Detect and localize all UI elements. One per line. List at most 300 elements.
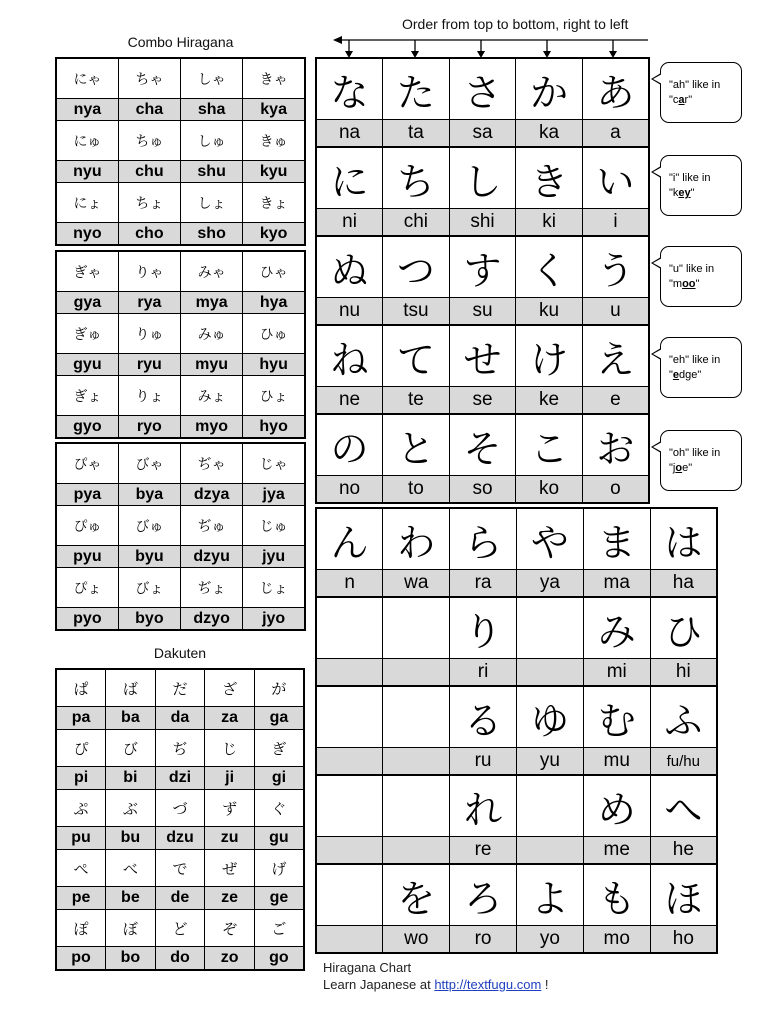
romaji-cell: za bbox=[205, 707, 255, 730]
romaji-cell: ha bbox=[650, 570, 717, 598]
romaji-row bbox=[316, 209, 649, 237]
romaji-row bbox=[316, 748, 717, 776]
vowel-note-line: "eh" like in bbox=[669, 354, 721, 366]
kana-row bbox=[316, 508, 717, 570]
down-arrow bbox=[543, 40, 551, 58]
vowel-note-e bbox=[660, 337, 742, 398]
kana-cell: び bbox=[106, 730, 156, 767]
romaji-cell: mi bbox=[583, 659, 650, 687]
vowel-note-o bbox=[660, 430, 742, 491]
kana-row bbox=[316, 597, 717, 659]
kana-row bbox=[56, 910, 304, 947]
kana-cell bbox=[383, 597, 450, 659]
vowel-note-line: "u" like in bbox=[669, 263, 715, 275]
kana-cell: ぞ bbox=[205, 910, 255, 947]
romaji-cell: ra bbox=[450, 570, 517, 598]
kana-cell: は bbox=[650, 508, 717, 570]
kana-cell: む bbox=[583, 686, 650, 748]
example-highlight: ey bbox=[678, 187, 691, 199]
kana-cell: く bbox=[516, 236, 583, 298]
romaji-cell: kya bbox=[243, 99, 305, 121]
example-highlight: e bbox=[672, 369, 680, 381]
table-body bbox=[56, 669, 304, 970]
romaji-cell: bo bbox=[106, 947, 156, 971]
romaji-cell: bi bbox=[106, 767, 156, 790]
kana-cell: りょ bbox=[118, 376, 180, 416]
kana-cell: ち bbox=[383, 147, 450, 209]
learn-prefix: Learn Japanese at bbox=[323, 977, 431, 992]
example-pre: "j bbox=[669, 462, 676, 474]
romaji-cell: dzya bbox=[181, 484, 243, 506]
kana-cell: しょ bbox=[181, 183, 243, 223]
kana-cell: を bbox=[383, 864, 450, 926]
romaji-cell: ryu bbox=[118, 354, 180, 376]
romaji-cell: ne bbox=[316, 387, 383, 415]
kana-cell: し bbox=[449, 147, 516, 209]
romaji-cell: ryo bbox=[118, 416, 180, 439]
order-instruction: Order from top to bottom, right to left bbox=[402, 16, 629, 32]
table-body bbox=[56, 58, 305, 245]
kana-cell: べ bbox=[106, 850, 156, 887]
kana-cell: にょ bbox=[56, 183, 118, 223]
romaji-cell: mu bbox=[583, 748, 650, 776]
example-post: r" bbox=[684, 94, 693, 106]
kana-cell: ろ bbox=[450, 864, 517, 926]
romaji-cell: sho bbox=[181, 223, 243, 246]
romaji-cell: zo bbox=[205, 947, 255, 971]
romaji-cell: myu bbox=[181, 354, 243, 376]
kana-cell: みゅ bbox=[181, 314, 243, 354]
example-post: e" bbox=[682, 462, 693, 474]
kana-row bbox=[56, 376, 305, 416]
vowel-note-example bbox=[669, 93, 741, 108]
kana-cell bbox=[383, 775, 450, 837]
romaji-row bbox=[56, 608, 305, 631]
romaji-cell: cha bbox=[118, 99, 180, 121]
romaji-row bbox=[316, 476, 649, 504]
romaji-cell bbox=[316, 837, 383, 865]
romaji-cell: jya bbox=[243, 484, 305, 506]
kana-cell: と bbox=[383, 414, 450, 476]
kana-cell bbox=[383, 686, 450, 748]
combo-hiragana-title: Combo Hiragana bbox=[127, 34, 234, 50]
example-pre: "c bbox=[669, 94, 679, 106]
kana-cell: せ bbox=[449, 325, 516, 387]
down-arrow bbox=[609, 40, 617, 58]
kana-cell: ぴゃ bbox=[56, 443, 118, 484]
kana-cell: じゅ bbox=[243, 506, 305, 546]
main-chart-bottom bbox=[315, 507, 718, 954]
combo-hiragana-table bbox=[55, 57, 306, 632]
down-arrow bbox=[345, 40, 353, 58]
example-post: " bbox=[690, 187, 695, 199]
kana-cell bbox=[516, 775, 583, 837]
romaji-cell: te bbox=[383, 387, 450, 415]
kana-cell: げ bbox=[254, 850, 304, 887]
kana-row bbox=[316, 325, 649, 387]
kana-row bbox=[316, 58, 649, 120]
romaji-cell: myo bbox=[181, 416, 243, 439]
romaji-cell bbox=[383, 748, 450, 776]
romaji-cell: ho bbox=[650, 926, 717, 954]
romaji-cell: ke bbox=[516, 387, 583, 415]
kana-cell: ぴ bbox=[56, 730, 106, 767]
kana-cell: ぎ bbox=[254, 730, 304, 767]
romaji-cell: pya bbox=[56, 484, 118, 506]
kana-cell: ぎゅ bbox=[56, 314, 118, 354]
kana-row bbox=[56, 443, 305, 484]
vowel-note-line: "i" like in bbox=[669, 172, 711, 184]
kana-cell: や bbox=[516, 508, 583, 570]
kana-cell: め bbox=[583, 775, 650, 837]
romaji-cell: na bbox=[316, 120, 383, 148]
kana-cell: ぢ bbox=[155, 730, 205, 767]
kana-cell: あ bbox=[582, 58, 649, 120]
kana-cell: ひゅ bbox=[243, 314, 305, 354]
kana-cell: ご bbox=[254, 910, 304, 947]
kana-cell bbox=[316, 597, 383, 659]
romaji-cell bbox=[316, 748, 383, 776]
kana-cell: しゅ bbox=[181, 121, 243, 161]
kana-cell: り bbox=[450, 597, 517, 659]
kana-cell: ら bbox=[450, 508, 517, 570]
romaji-row bbox=[316, 926, 717, 954]
romaji-cell: yu bbox=[516, 748, 583, 776]
romaji-cell: pu bbox=[56, 827, 106, 850]
kana-cell: ぬ bbox=[316, 236, 383, 298]
romaji-cell: so bbox=[449, 476, 516, 504]
romaji-row bbox=[316, 387, 649, 415]
romaji-cell: shu bbox=[181, 161, 243, 183]
kana-cell: きゃ bbox=[243, 58, 305, 99]
romaji-cell: he bbox=[650, 837, 717, 865]
romaji-cell: gyo bbox=[56, 416, 118, 439]
romaji-cell: ze bbox=[205, 887, 255, 910]
kana-cell: ぶ bbox=[106, 790, 156, 827]
example-highlight: oo bbox=[682, 278, 696, 290]
romaji-cell: e bbox=[582, 387, 649, 415]
kana-cell: ね bbox=[316, 325, 383, 387]
kana-cell: き bbox=[516, 147, 583, 209]
romaji-row bbox=[56, 484, 305, 506]
kana-cell: ぢゅ bbox=[181, 506, 243, 546]
example-pre: " bbox=[669, 369, 673, 381]
romaji-cell: wo bbox=[383, 926, 450, 954]
example-highlight: a bbox=[678, 94, 685, 106]
kana-cell: う bbox=[582, 236, 649, 298]
romaji-row bbox=[56, 947, 304, 971]
romaji-cell: pi bbox=[56, 767, 106, 790]
romaji-cell: shi bbox=[449, 209, 516, 237]
romaji-cell: rya bbox=[118, 292, 180, 314]
romaji-cell: dzyu bbox=[181, 546, 243, 568]
romaji-cell: dzyo bbox=[181, 608, 243, 631]
romaji-cell: da bbox=[155, 707, 205, 730]
example-pre: "m bbox=[669, 278, 683, 290]
kana-cell bbox=[316, 686, 383, 748]
romaji-cell: nya bbox=[56, 99, 118, 121]
romaji-row bbox=[316, 837, 717, 865]
kana-cell: だ bbox=[155, 669, 205, 707]
romaji-cell: ru bbox=[450, 748, 517, 776]
kana-cell: た bbox=[383, 58, 450, 120]
kana-row bbox=[56, 506, 305, 546]
kana-cell: さ bbox=[449, 58, 516, 120]
kana-cell: りゅ bbox=[118, 314, 180, 354]
kana-cell: そ bbox=[449, 414, 516, 476]
chart-title: Hiragana Chart bbox=[323, 960, 412, 975]
kana-cell: つ bbox=[383, 236, 450, 298]
kana-cell: ちょ bbox=[118, 183, 180, 223]
kana-cell: わ bbox=[383, 508, 450, 570]
romaji-row bbox=[56, 767, 304, 790]
romaji-cell: sa bbox=[449, 120, 516, 148]
kana-cell: にゃ bbox=[56, 58, 118, 99]
kana-cell: ぎょ bbox=[56, 376, 118, 416]
romaji-cell: pa bbox=[56, 707, 106, 730]
main-chart-top bbox=[315, 57, 650, 504]
romaji-cell: po bbox=[56, 947, 106, 971]
kana-row bbox=[316, 686, 717, 748]
romaji-cell: se bbox=[449, 387, 516, 415]
romaji-cell bbox=[316, 659, 383, 687]
kana-cell: け bbox=[516, 325, 583, 387]
kana-cell: ざ bbox=[205, 669, 255, 707]
kana-cell: ぼ bbox=[106, 910, 156, 947]
kana-cell: い bbox=[582, 147, 649, 209]
kana-cell: きゅ bbox=[243, 121, 305, 161]
romaji-cell: zu bbox=[205, 827, 255, 850]
table-body bbox=[56, 251, 305, 438]
vowel-note-a bbox=[660, 62, 742, 123]
romaji-row bbox=[316, 570, 717, 598]
romaji-cell: hyo bbox=[243, 416, 305, 439]
romaji-row bbox=[56, 707, 304, 730]
kana-cell: ぺ bbox=[56, 850, 106, 887]
romaji-cell: bya bbox=[118, 484, 180, 506]
romaji-cell: ka bbox=[516, 120, 583, 148]
romaji-cell: ta bbox=[383, 120, 450, 148]
kana-cell: で bbox=[155, 850, 205, 887]
romaji-row bbox=[56, 161, 305, 183]
kana-row bbox=[56, 314, 305, 354]
kana-row bbox=[316, 236, 649, 298]
kana-cell: ぢょ bbox=[181, 568, 243, 608]
kana-cell: こ bbox=[516, 414, 583, 476]
romaji-row bbox=[56, 546, 305, 568]
romaji-cell: a bbox=[582, 120, 649, 148]
romaji-cell bbox=[516, 659, 583, 687]
kana-row bbox=[316, 147, 649, 209]
kana-cell: みょ bbox=[181, 376, 243, 416]
vowel-note-example bbox=[669, 461, 741, 476]
romaji-cell: hya bbox=[243, 292, 305, 314]
romaji-row bbox=[56, 887, 304, 910]
kana-cell: ひ bbox=[650, 597, 717, 659]
romaji-cell: kyo bbox=[243, 223, 305, 246]
kana-cell: ひゃ bbox=[243, 251, 305, 292]
textfugu-link[interactable]: http://textfugu.com bbox=[434, 977, 542, 992]
romaji-cell: byu bbox=[118, 546, 180, 568]
romaji-row bbox=[56, 416, 305, 439]
kana-cell: みゃ bbox=[181, 251, 243, 292]
kana-row bbox=[56, 730, 304, 767]
kana-row bbox=[56, 251, 305, 292]
romaji-cell bbox=[316, 926, 383, 954]
kana-row bbox=[56, 850, 304, 887]
kana-cell: ちゃ bbox=[118, 58, 180, 99]
romaji-cell: be bbox=[106, 887, 156, 910]
romaji-row bbox=[316, 120, 649, 148]
romaji-cell: fu/hu bbox=[650, 748, 717, 776]
kana-cell: ぽ bbox=[56, 910, 106, 947]
vowel-note-example bbox=[669, 186, 741, 201]
romaji-cell: pyo bbox=[56, 608, 118, 631]
kana-cell: ほ bbox=[650, 864, 717, 926]
romaji-cell: ko bbox=[516, 476, 583, 504]
dakuten-title: Dakuten bbox=[153, 645, 207, 661]
romaji-cell: to bbox=[383, 476, 450, 504]
example-pre: "k bbox=[669, 187, 679, 199]
kana-cell: え bbox=[582, 325, 649, 387]
example-post: " bbox=[695, 278, 700, 290]
romaji-cell: byo bbox=[118, 608, 180, 631]
kana-cell bbox=[316, 864, 383, 926]
combo-group-table bbox=[55, 442, 306, 631]
kana-cell: じゃ bbox=[243, 443, 305, 484]
kana-cell: ぎゃ bbox=[56, 251, 118, 292]
kana-cell: ぐ bbox=[254, 790, 304, 827]
vowel-note-i bbox=[660, 155, 742, 216]
romaji-cell: pyu bbox=[56, 546, 118, 568]
romaji-cell: ma bbox=[583, 570, 650, 598]
romaji-cell: bu bbox=[106, 827, 156, 850]
kana-row bbox=[56, 669, 304, 707]
romaji-cell: ga bbox=[254, 707, 304, 730]
vowel-note-u bbox=[660, 246, 742, 307]
kana-cell: ま bbox=[583, 508, 650, 570]
kana-row bbox=[56, 568, 305, 608]
vowel-note-line: "ah" like in bbox=[669, 79, 721, 91]
kana-cell: りゃ bbox=[118, 251, 180, 292]
romaji-row bbox=[56, 223, 305, 246]
romaji-cell: ba bbox=[106, 707, 156, 730]
romaji-cell: su bbox=[449, 298, 516, 326]
romaji-cell: hyu bbox=[243, 354, 305, 376]
romaji-cell bbox=[383, 659, 450, 687]
kana-cell: の bbox=[316, 414, 383, 476]
kana-cell: る bbox=[450, 686, 517, 748]
kana-cell: きょ bbox=[243, 183, 305, 223]
romaji-cell: cho bbox=[118, 223, 180, 246]
order-arrow-left-head bbox=[333, 36, 342, 44]
romaji-cell: nyo bbox=[56, 223, 118, 246]
learn-suffix: ! bbox=[544, 977, 549, 992]
kana-row bbox=[56, 183, 305, 223]
kana-cell: も bbox=[583, 864, 650, 926]
romaji-cell: chi bbox=[383, 209, 450, 237]
kana-cell: み bbox=[583, 597, 650, 659]
romaji-cell: n bbox=[316, 570, 383, 598]
kana-cell: が bbox=[254, 669, 304, 707]
romaji-cell: de bbox=[155, 887, 205, 910]
romaji-cell: ri bbox=[450, 659, 517, 687]
kana-cell: す bbox=[449, 236, 516, 298]
romaji-cell: i bbox=[582, 209, 649, 237]
example-highlight: o bbox=[675, 462, 683, 474]
romaji-cell: gu bbox=[254, 827, 304, 850]
romaji-cell: nu bbox=[316, 298, 383, 326]
example-post: dge" bbox=[679, 369, 702, 381]
kana-cell: ゆ bbox=[516, 686, 583, 748]
down-arrow bbox=[411, 40, 419, 58]
romaji-cell: ro bbox=[450, 926, 517, 954]
romaji-row bbox=[56, 292, 305, 314]
romaji-cell: ni bbox=[316, 209, 383, 237]
kana-cell: に bbox=[316, 147, 383, 209]
kana-cell: ど bbox=[155, 910, 205, 947]
kana-cell: へ bbox=[650, 775, 717, 837]
kana-row bbox=[56, 121, 305, 161]
kana-cell: な bbox=[316, 58, 383, 120]
romaji-cell: dzu bbox=[155, 827, 205, 850]
romaji-cell bbox=[516, 837, 583, 865]
romaji-row bbox=[56, 354, 305, 376]
learn-line bbox=[323, 977, 549, 992]
kana-row bbox=[316, 864, 717, 926]
romaji-cell bbox=[383, 837, 450, 865]
kana-cell: じ bbox=[205, 730, 255, 767]
romaji-cell: tsu bbox=[383, 298, 450, 326]
kana-cell: びゃ bbox=[118, 443, 180, 484]
romaji-cell: gyu bbox=[56, 354, 118, 376]
combo-group-table bbox=[55, 250, 306, 439]
romaji-cell: re bbox=[450, 837, 517, 865]
down-arrow bbox=[477, 40, 485, 58]
kana-cell: か bbox=[516, 58, 583, 120]
kana-cell: ぴゅ bbox=[56, 506, 118, 546]
romaji-cell: mo bbox=[583, 926, 650, 954]
kana-cell: お bbox=[582, 414, 649, 476]
romaji-cell: pe bbox=[56, 887, 106, 910]
kana-cell: ぢゃ bbox=[181, 443, 243, 484]
kana-cell: ちゅ bbox=[118, 121, 180, 161]
romaji-cell: ge bbox=[254, 887, 304, 910]
kana-row bbox=[316, 414, 649, 476]
romaji-cell: mya bbox=[181, 292, 243, 314]
kana-cell bbox=[516, 597, 583, 659]
kana-cell: れ bbox=[450, 775, 517, 837]
romaji-cell: yo bbox=[516, 926, 583, 954]
kana-cell: ぜ bbox=[205, 850, 255, 887]
romaji-cell: me bbox=[583, 837, 650, 865]
kana-cell: ぴょ bbox=[56, 568, 118, 608]
kana-cell: づ bbox=[155, 790, 205, 827]
romaji-cell: ki bbox=[516, 209, 583, 237]
combo-group-table bbox=[55, 57, 306, 246]
kana-cell: ふ bbox=[650, 686, 717, 748]
kana-cell: よ bbox=[516, 864, 583, 926]
romaji-cell: dzi bbox=[155, 767, 205, 790]
dakuten-table bbox=[55, 668, 305, 971]
romaji-cell: kyu bbox=[243, 161, 305, 183]
romaji-cell: ya bbox=[516, 570, 583, 598]
kana-cell: にゅ bbox=[56, 121, 118, 161]
romaji-row bbox=[56, 827, 304, 850]
vowel-note-line: "oh" like in bbox=[669, 447, 721, 459]
romaji-cell: wa bbox=[383, 570, 450, 598]
kana-cell: ひょ bbox=[243, 376, 305, 416]
